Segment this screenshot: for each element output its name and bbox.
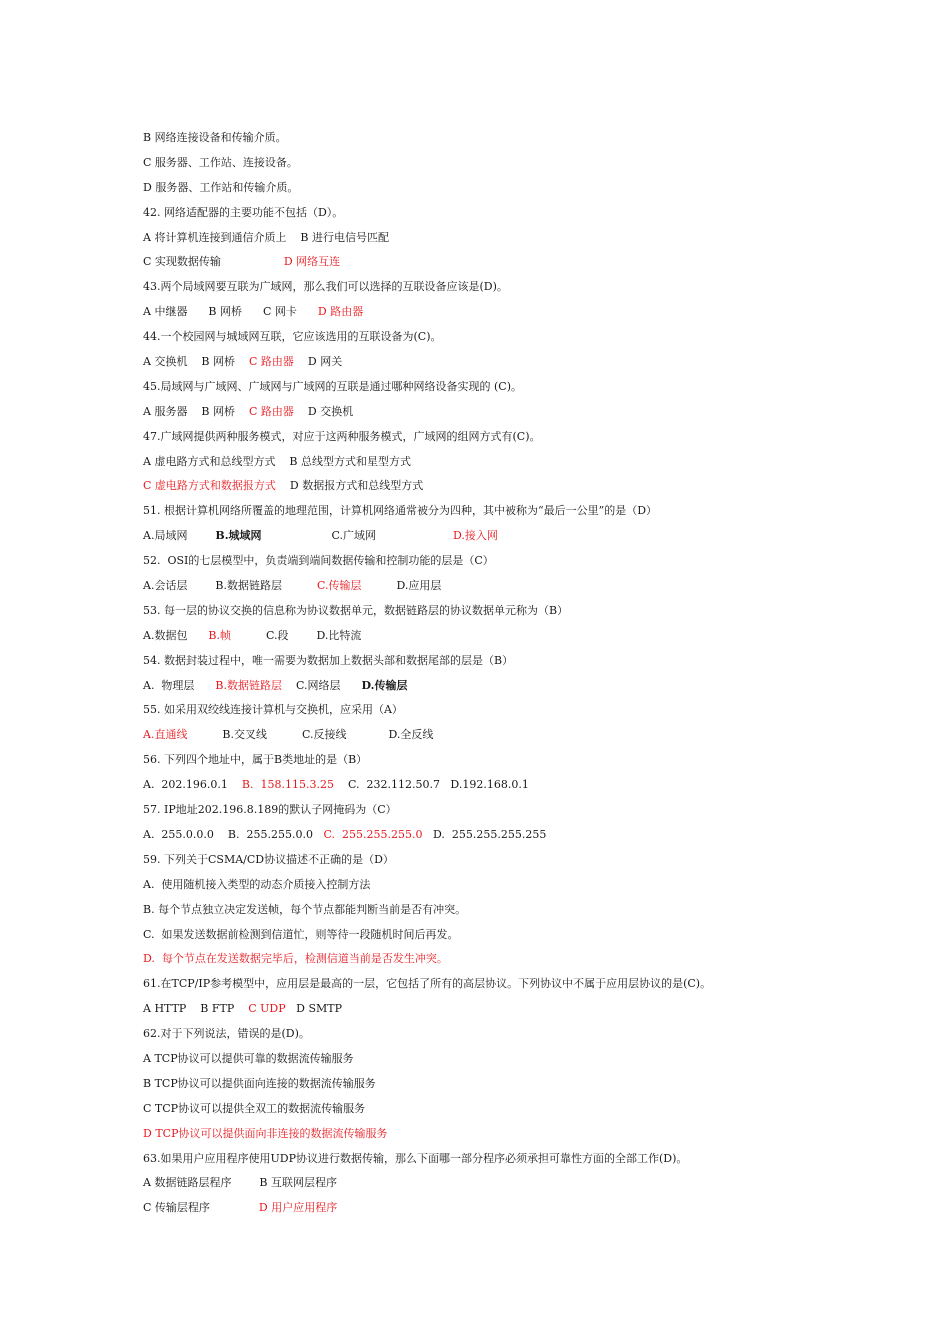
text-line [143, 201, 923, 226]
text-line [143, 972, 923, 997]
line-text: A 交换机 B 网桥 [143, 355, 249, 369]
answer-highlight: D 用户应用程序 [258, 1201, 338, 1215]
line-text: A HTTP B FTP [143, 1002, 249, 1016]
line-text: 62.对于下列说法，错误的是(D)。 [143, 1027, 310, 1041]
text-line [143, 649, 923, 674]
line-text: A.局域网 [143, 529, 216, 543]
line-text: A. 使用随机接入类型的动态介质接入控制方法 [143, 877, 371, 891]
line-text: D SMTP [285, 1002, 342, 1016]
text-line [143, 375, 923, 400]
line-text: C 实现数据传输 [143, 255, 284, 269]
line-text: D 数据报方式和总线型方式 [275, 479, 424, 493]
line-text: C.广域网 [261, 529, 453, 543]
text-line [143, 250, 923, 275]
text-line [143, 1072, 923, 1097]
text-line [143, 499, 923, 524]
text-line [143, 773, 923, 798]
line-text: 59. 下列关于CSMA/CD协议描述不正确的是（D） [143, 852, 394, 866]
line-text: B. 每个节点独立决定发送帧，每个节点都能判断当前是否有冲突。 [143, 902, 467, 916]
line-text: C. 如果发送数据前检测到信道忙，则等待一段随机时间后再发。 [143, 927, 459, 941]
text-line [143, 698, 923, 723]
text-line [143, 151, 923, 176]
line-text: 47.广域网提供两种服务模式，对应于这两种服务模式，广域网的组网方式有(C)。 [143, 429, 541, 443]
answer-highlight: D TCP协议可以提供面向非连接的数据流传输服务 [143, 1126, 388, 1140]
answer-highlight: D 网络互连 [283, 255, 341, 269]
answer-highlight: A.直通线 [143, 728, 188, 742]
line-text: A.会话层 B.数据链路层 [143, 579, 317, 593]
line-text: 56. 下列四个地址中，属于B类地址的是（B） [143, 753, 368, 767]
text-line [143, 923, 923, 948]
line-text: A.数据包 [143, 628, 209, 642]
text-line [143, 325, 923, 350]
text-line [143, 723, 923, 748]
text-line [143, 425, 923, 450]
line-text: 63.如果用户应用程序使用UDP协议进行数据传输，那么下面哪一部分程序必须承担可靠性方面的全部工作(D)。 [143, 1151, 688, 1165]
answer-highlight: C 虚电路方式和数据报方式 [143, 479, 276, 493]
text-line [143, 1122, 923, 1147]
line-text: 61.在TCP/IP参考模型中，应用层是最高的一层，它包括了所有的高层协议。下列协议中不属于应用层协议的是(C)。 [143, 977, 712, 991]
text-line [143, 624, 923, 649]
bold-text: B.城域网 [215, 529, 262, 543]
line-text: B.交叉线 C.反接线 D.全反线 [187, 728, 434, 742]
line-text: D 服务器、工作站和传输介质。 [143, 180, 299, 194]
line-text: C.段 D.比特流 [231, 628, 362, 642]
answer-highlight: C.传输层 [316, 579, 362, 593]
text-line [143, 848, 923, 873]
answer-highlight: B.帧 [208, 628, 232, 642]
line-text: B 网络连接设备和传输介质。 [143, 131, 287, 144]
text-line [143, 450, 923, 475]
text-line [143, 300, 923, 325]
line-text: D 交换机 [293, 404, 354, 418]
line-text: C.网络层 [282, 678, 362, 692]
line-text: B TCP协议可以提供面向连接的数据流传输服务 [143, 1076, 376, 1090]
text-line [143, 524, 923, 549]
line-text: A 虚电路方式和总线型方式 B 总线型方式和星型方式 [143, 454, 412, 468]
line-text: 43.两个局域网要互联为广域网，那么我们可以选择的互联设备应该是(D)。 [143, 280, 508, 294]
text-line [143, 898, 923, 923]
text-line [143, 1171, 923, 1196]
text-line [143, 275, 923, 300]
text-line [143, 1022, 923, 1047]
answer-highlight: B. 158.115.3.25 [241, 778, 334, 792]
answer-highlight: B.数据链路层 [215, 678, 283, 692]
line-text: C 服务器、工作站、连接设备。 [143, 155, 298, 169]
line-text: D 网关 [293, 355, 343, 369]
line-text: 52. OSI的七层模型中，负责端到端间数据传输和控制功能的层是（C） [143, 554, 494, 568]
answer-highlight: D. 每个节点在发送数据完毕后，检测信道当前是否发生冲突。 [143, 952, 448, 966]
text-line [143, 599, 923, 624]
text-line [143, 350, 923, 375]
line-text: D.应用层 [361, 579, 442, 593]
line-text: 55. 如采用双绞线连接计算机与交换机，应采用（A） [143, 703, 403, 717]
text-line [143, 1147, 923, 1172]
line-text: C TCP协议可以提供全双工的数据流传输服务 [143, 1101, 366, 1115]
text-line [143, 873, 923, 898]
text-line [143, 126, 923, 151]
line-text: A TCP协议可以提供可靠的数据流传输服务 [143, 1051, 354, 1065]
text-line [143, 1047, 923, 1072]
line-text: A 将计算机连接到通信介质上 B 进行电信号匹配 [143, 230, 390, 244]
line-text: D. 255.255.255.255 [422, 827, 547, 841]
line-text: A 服务器 B 网桥 [143, 404, 249, 418]
text-line [143, 798, 923, 823]
text-line [143, 1097, 923, 1122]
text-line [143, 947, 923, 972]
line-text: A. 物理层 [143, 678, 216, 692]
line-text: 54. 数据封装过程中，唯一需要为数据加上数据头部和数据尾部的层是（B） [143, 653, 514, 667]
line-text: 44.一个校园网与城域网互联，它应该选用的互联设备为(C)。 [143, 330, 442, 344]
text-line [143, 748, 923, 773]
line-text: 45.局域网与广域网、广域网与广域网的互联是通过哪种网络设备实现的 (C)。 [143, 379, 522, 393]
bold-text: D.传输层 [361, 678, 408, 692]
text-line [143, 997, 923, 1022]
text-line [143, 474, 923, 499]
text-line [143, 176, 923, 201]
line-text: C 传输层程序 [143, 1201, 259, 1215]
line-text: 42. 网络适配器的主要功能不包括（D）。 [143, 205, 344, 219]
text-line [143, 549, 923, 574]
text-line [143, 674, 923, 699]
line-text: A 中继器 B 网桥 C 网卡 [143, 305, 318, 319]
line-text: 51. 根据计算机网络所覆盖的地理范围，计算机网络通常被分为四种，其中被称为“最后一公里”的是（D） [143, 504, 658, 518]
line-text: C. 232.112.50.7 D.192.168.0.1 [333, 778, 529, 792]
answer-highlight: D 路由器 [317, 305, 364, 319]
answer-highlight: C. 255.255.255.0 [323, 827, 423, 841]
line-text: A. 255.0.0.0 B. 255.255.0.0 [143, 827, 324, 841]
line-text: 57. IP地址202.196.8.189的默认子网掩码为（C） [143, 803, 397, 817]
answer-highlight: C 路由器 [249, 404, 294, 418]
document-page [143, 126, 923, 1221]
text-line [143, 226, 923, 251]
text-line [143, 823, 923, 848]
text-line [143, 1196, 923, 1221]
answer-highlight: C 路由器 [249, 355, 294, 369]
text-line [143, 400, 923, 425]
answer-highlight: D.接入网 [452, 529, 498, 543]
line-text: A. 202.196.0.1 [143, 778, 242, 792]
text-line [143, 574, 923, 599]
line-text: 53. 每一层的协议交换的信息称为协议数据单元，数据链路层的协议数据单元称为（B） [143, 603, 569, 617]
answer-highlight: C UDP [248, 1002, 286, 1016]
line-text: A 数据链路层程序 B 互联网层程序 [143, 1176, 337, 1190]
